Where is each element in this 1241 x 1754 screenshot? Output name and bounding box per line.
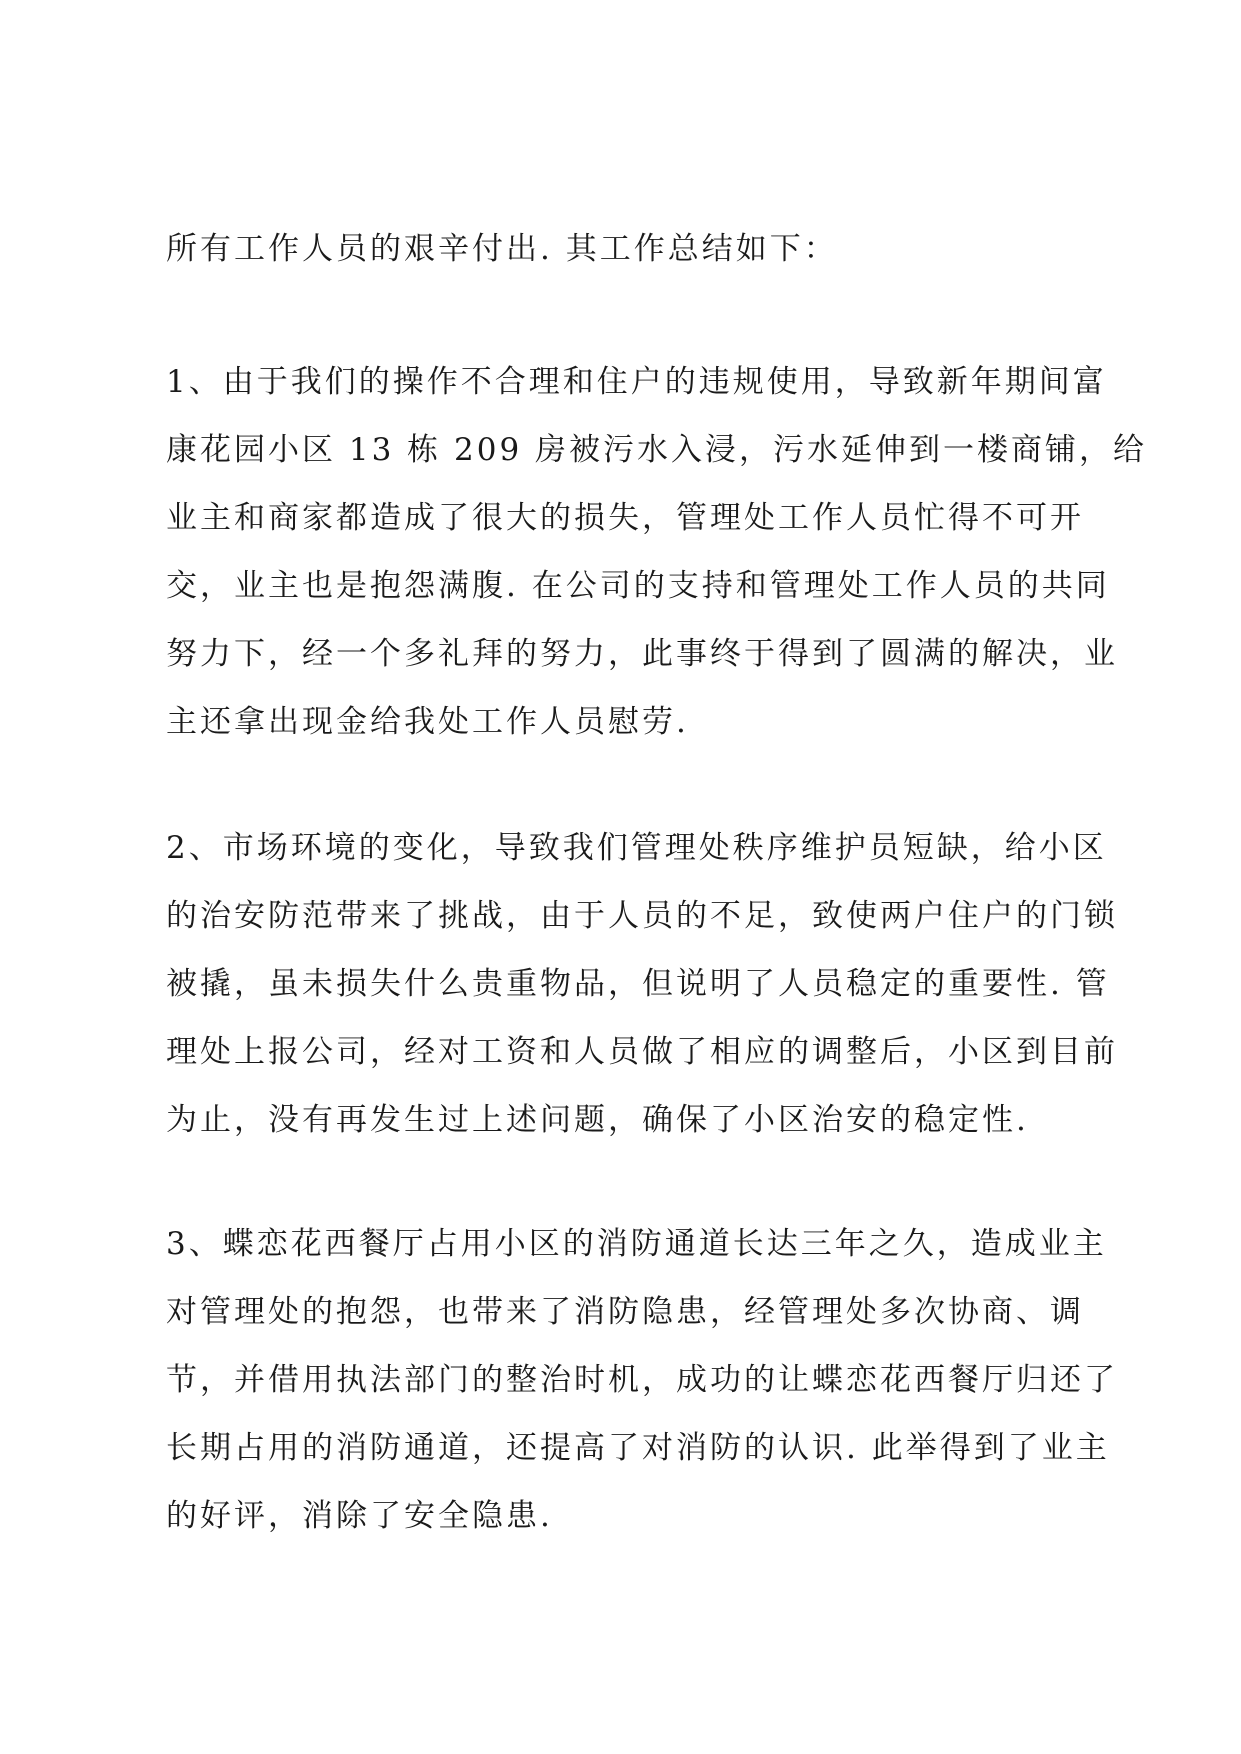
intro-line: 所有工作人员的艰辛付出. 其工作总结如下： [166,231,838,267]
paragraph-line: 主还拿出现金给我处工作人员慰劳. [166,704,689,740]
paragraph-line: 3、蝶恋花西餐厅占用小区的消防通道长达三年之久，造成业主 [166,1226,1107,1262]
paragraph-3 [166,1210,1118,1550]
paragraph-2 [166,814,1118,1154]
paragraph-line: 的好评，消除了安全隐患. [166,1498,553,1534]
paragraph-line: 节，并借用执法部门的整治时机，成功的让蝶恋花西餐厅归还了 [166,1362,1118,1398]
paragraph-line: 业主和商家都造成了很大的损失，管理处工作人员忙得不可开 [166,500,1084,536]
intro-paragraph [166,215,1096,283]
paragraph-line: 努力下，经一个多礼拜的努力，此事终于得到了圆满的解决，业 [166,636,1118,672]
paragraph-line: 为止，没有再发生过上述问题，确保了小区治安的稳定性. [166,1102,1029,1138]
paragraph-line: 交，业主也是抱怨满腹. 在公司的支持和管理处工作人员的共同 [166,568,1110,604]
paragraph-line: 1、由于我们的操作不合理和住户的违规使用，导致新年期间富 [166,364,1107,400]
paragraph-1 [166,348,1148,756]
paragraph-line: 长期占用的消防通道，还提高了对消防的认识. 此举得到了业主 [166,1430,1110,1466]
paragraph-line: 理处上报公司，经对工资和人员做了相应的调整后，小区到目前 [166,1034,1118,1070]
paragraph-line: 康花园小区 13 栋 209 房被污水入浸，污水延伸到一楼商铺，给 [166,432,1148,468]
paragraph-line: 2、市场环境的变化，导致我们管理处秩序维护员短缺，给小区 [166,830,1107,866]
paragraph-line: 的治安防范带来了挑战，由于人员的不足，致使两户住户的门锁 [166,898,1118,934]
paragraph-line: 被撬，虽未损失什么贵重物品，但说明了人员稳定的重要性. 管 [166,966,1110,1002]
paragraph-line: 对管理处的抱怨，也带来了消防隐患，经管理处多次协商、调 [166,1294,1084,1330]
